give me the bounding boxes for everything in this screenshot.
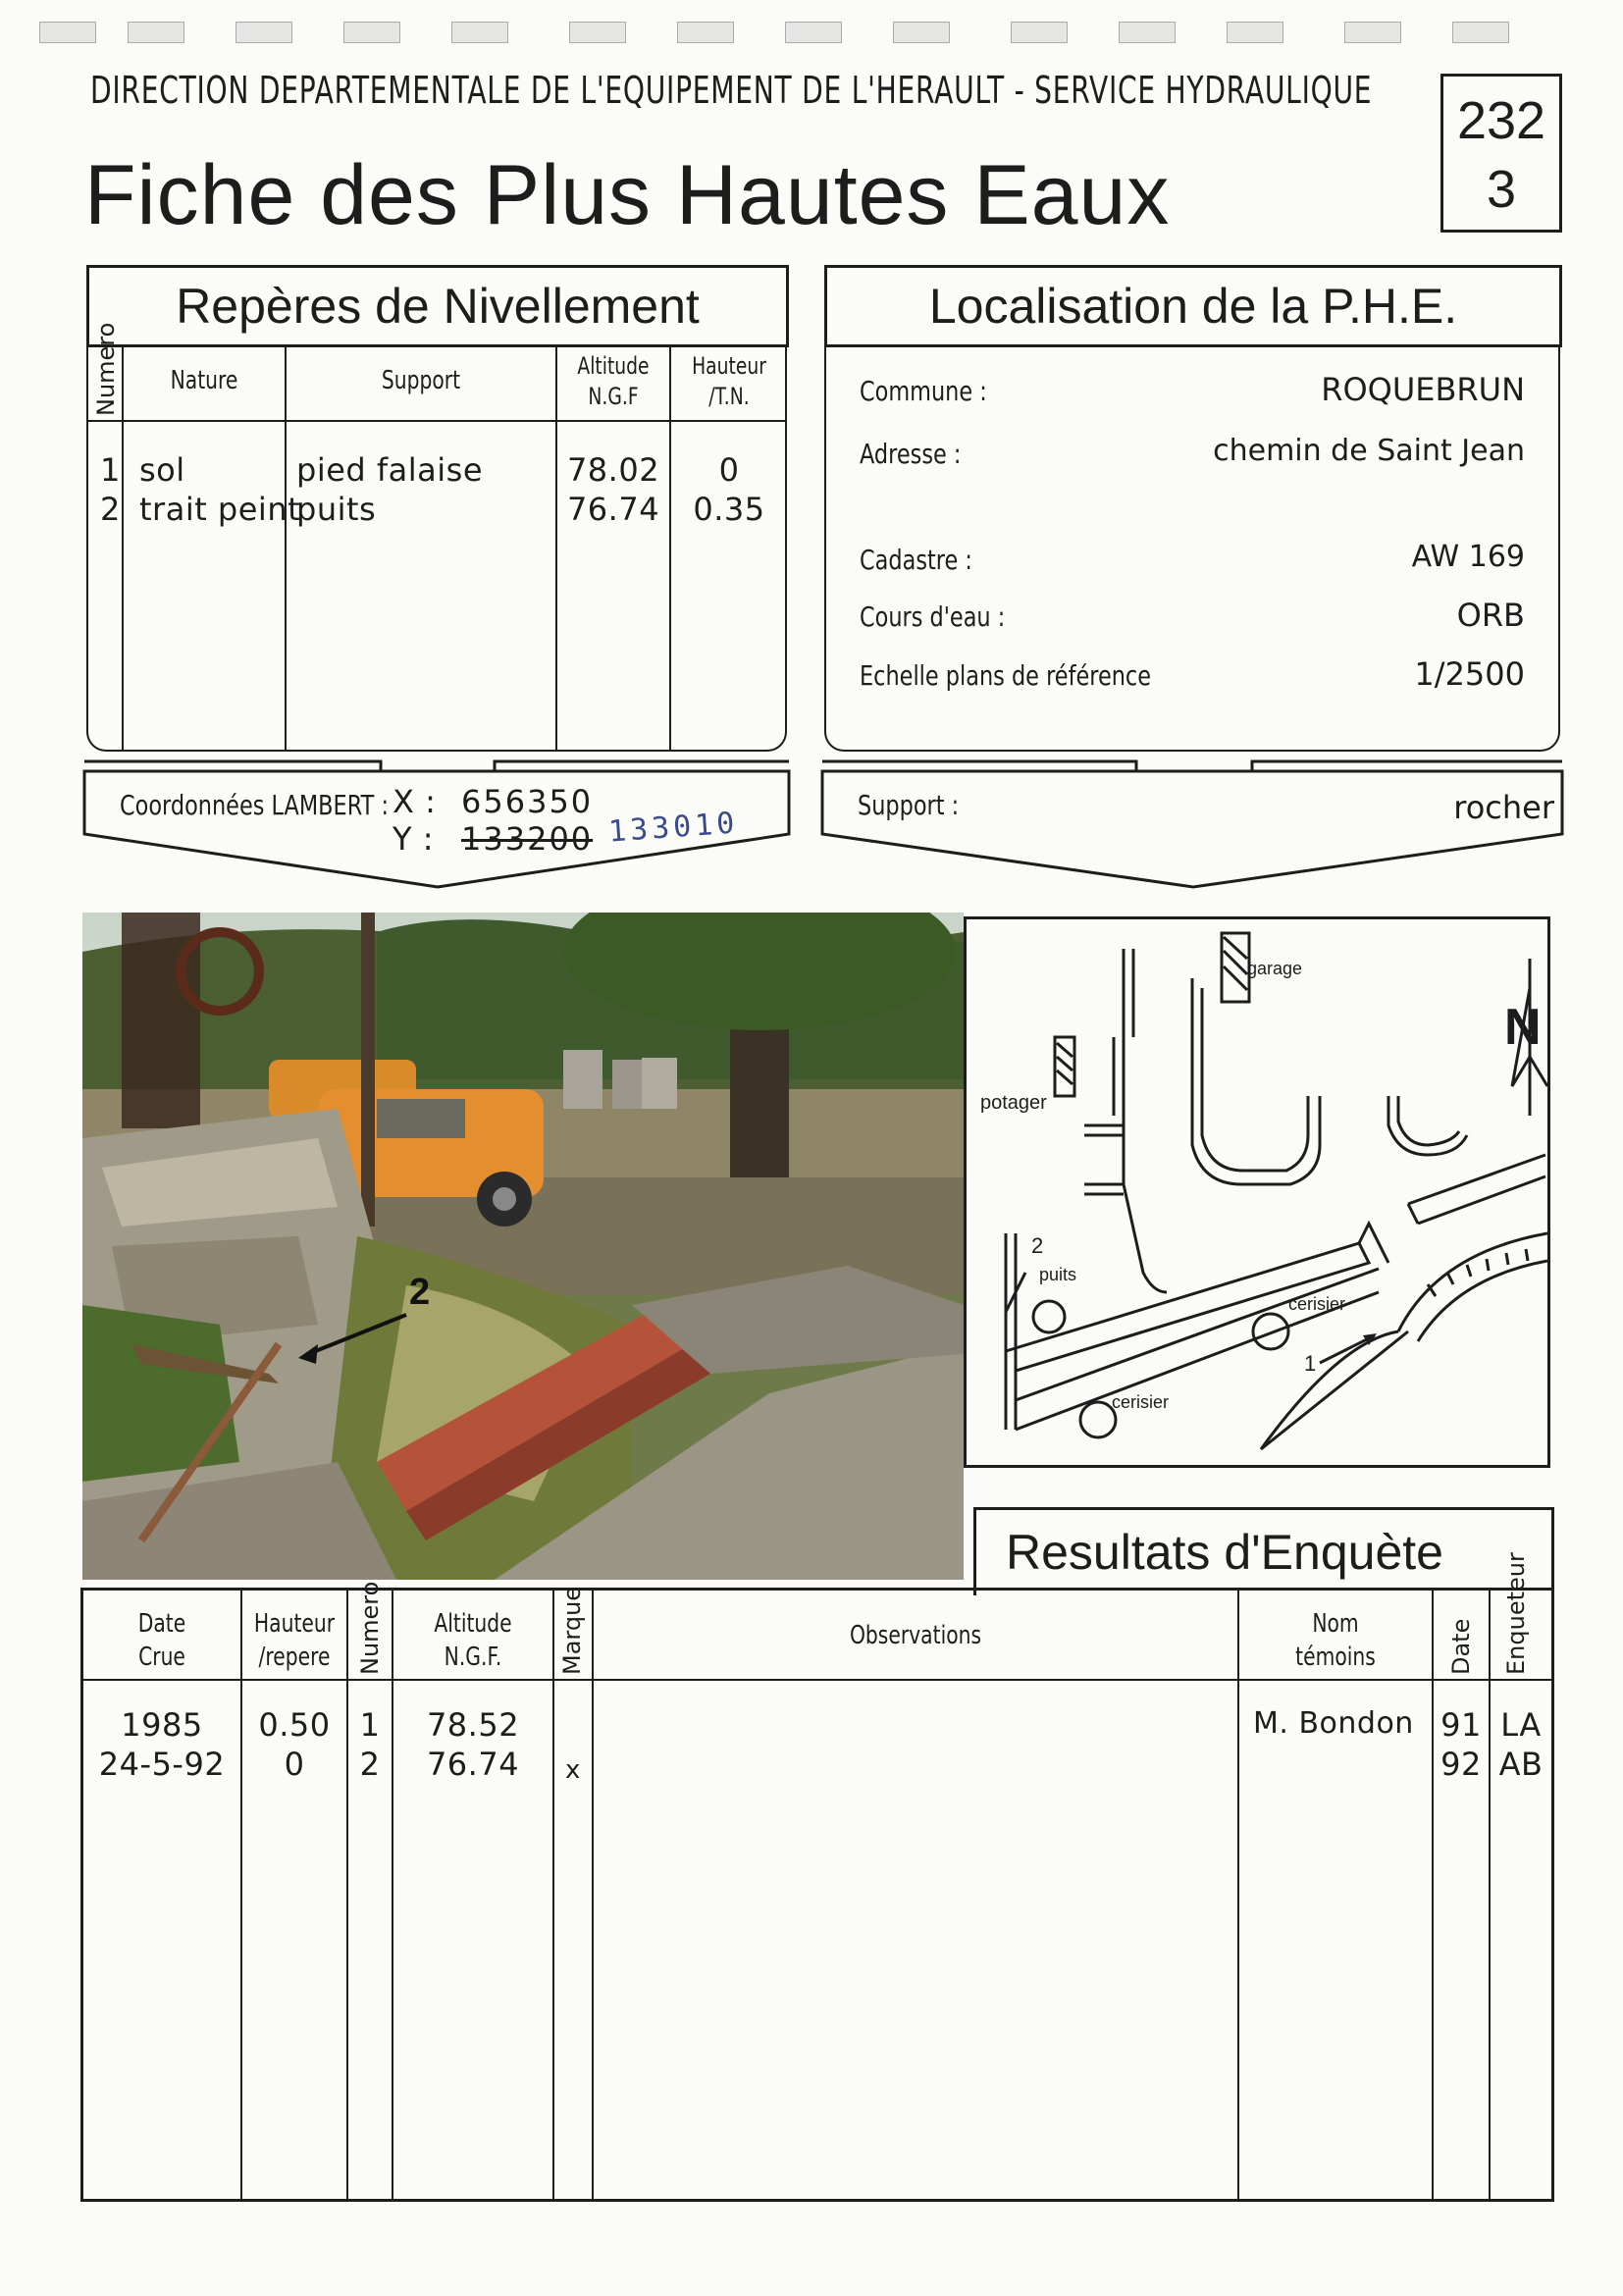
page-title: Fiche des Plus Hautes Eaux bbox=[84, 148, 1171, 242]
cadastre-value: AW 169 bbox=[1411, 540, 1525, 574]
site-photo bbox=[82, 913, 964, 1580]
row-hauteur: 0 bbox=[284, 1746, 305, 1783]
row-nature: sol bbox=[139, 451, 185, 489]
header-enqueteur: Enqueteur bbox=[1502, 1552, 1530, 1675]
reperes-title: Repères de Nivellement bbox=[176, 279, 700, 334]
row-altitude: 76.74 bbox=[426, 1746, 520, 1783]
localisation-title: Localisation de la P.H.E. bbox=[928, 279, 1458, 334]
binder-tabs bbox=[39, 22, 1570, 43]
header-marque: Marque bbox=[558, 1586, 586, 1675]
commune-label: Commune : bbox=[860, 375, 987, 407]
lambert-y-label: Y : bbox=[393, 820, 434, 858]
adresse-value: chemin de Saint Jean bbox=[1213, 434, 1525, 468]
header-support: Support bbox=[381, 366, 461, 395]
row-date: 92 bbox=[1440, 1746, 1482, 1783]
header-numero-result: Numero bbox=[356, 1581, 384, 1675]
plan-label-potager: potager bbox=[980, 1092, 1047, 1114]
support-value: rocher bbox=[1453, 789, 1554, 826]
header-hauteur-repere: Hauteur /repere bbox=[253, 1609, 336, 1672]
plan-drawing bbox=[967, 919, 1547, 1465]
site-plan bbox=[964, 916, 1550, 1468]
header-altitude: Altitude N.G.F bbox=[577, 352, 650, 411]
localisation-title-box bbox=[824, 265, 1562, 347]
row-support: puits bbox=[296, 491, 377, 528]
cadastre-label: Cadastre : bbox=[860, 544, 972, 576]
commune-value: ROQUEBRUN bbox=[1321, 371, 1525, 408]
row-numero: 2 bbox=[100, 491, 121, 528]
plan-label-cerisier-2: cerisier bbox=[1112, 1392, 1170, 1412]
row-altitude: 78.52 bbox=[426, 1706, 520, 1744]
row-numero: 2 bbox=[359, 1746, 381, 1783]
lambert-x-value: 656350 bbox=[461, 783, 594, 820]
header-altitude-result: Altitude N.G.F. bbox=[434, 1609, 512, 1672]
resultats-title: Resultats d'Enquète bbox=[1006, 1525, 1443, 1580]
row-numero: 1 bbox=[100, 451, 121, 489]
adresse-label: Adresse : bbox=[860, 438, 962, 470]
row-date-crue: 24-5-92 bbox=[98, 1746, 226, 1783]
row-date: 91 bbox=[1440, 1706, 1482, 1744]
plan-label-garage: garage bbox=[1247, 959, 1303, 978]
row-support: pied falaise bbox=[296, 451, 483, 489]
reperes-table bbox=[86, 322, 787, 752]
localisation-panel bbox=[824, 345, 1560, 752]
reference-box bbox=[1440, 74, 1562, 233]
agency-header: DIRECTION DEPARTEMENTALE DE L'EQUIPEMENT DE L'HERAULT - SERVICE HYDRAULIQUE bbox=[90, 69, 1373, 112]
row-hauteur: 0 bbox=[718, 451, 740, 489]
lambert-y-struck: 133200 bbox=[461, 820, 594, 858]
north-icon: N bbox=[1504, 999, 1542, 1056]
row-hauteur: 0.35 bbox=[693, 491, 765, 528]
plan-label-cerisier-1: cerisier bbox=[1288, 1294, 1346, 1314]
echelle-value: 1/2500 bbox=[1414, 655, 1525, 693]
row-numero: 1 bbox=[359, 1706, 381, 1744]
plan-marker-2: 2 bbox=[1031, 1233, 1044, 1258]
header-nom-temoins: Nom témoins bbox=[1295, 1609, 1376, 1672]
row-date-crue: 1985 bbox=[121, 1706, 203, 1744]
echelle-label: Echelle plans de référence bbox=[860, 659, 1152, 692]
plan-label-puits: puits bbox=[1039, 1265, 1077, 1284]
header-hauteur: Hauteur /T.N. bbox=[692, 352, 766, 411]
header-date: Date bbox=[1447, 1618, 1475, 1675]
resultats-title-box bbox=[973, 1507, 1554, 1595]
lambert-y-handwritten: 133010 bbox=[606, 806, 740, 850]
header-observations: Observations bbox=[849, 1621, 982, 1650]
row-altitude: 76.74 bbox=[566, 491, 660, 528]
lambert-x-label: X : bbox=[393, 783, 437, 820]
row-enqueteur: LA bbox=[1500, 1706, 1542, 1744]
row-hauteur: 0.50 bbox=[258, 1706, 331, 1744]
row-marque: x bbox=[565, 1755, 581, 1785]
row-altitude: 78.02 bbox=[566, 451, 660, 489]
photo-marker-2: 2 bbox=[409, 1272, 431, 1313]
cours-eau-value: ORB bbox=[1456, 597, 1525, 634]
header-numero: Numero bbox=[92, 322, 120, 416]
header-date-crue: Date Crue bbox=[137, 1609, 186, 1672]
row-enqueteur: AB bbox=[1498, 1746, 1544, 1783]
lambert-label: Coordonnées LAMBERT : bbox=[120, 789, 389, 821]
reperes-title-box bbox=[86, 265, 789, 347]
reference-number: 232 bbox=[1456, 91, 1546, 150]
plan-marker-1: 1 bbox=[1304, 1351, 1317, 1376]
support-label: Support : bbox=[858, 789, 960, 821]
photo-illustration bbox=[82, 913, 964, 1580]
cours-eau-label: Cours d'eau : bbox=[860, 600, 1006, 633]
header-nature: Nature bbox=[170, 366, 238, 395]
reference-sheet: 3 bbox=[1486, 160, 1517, 219]
row-nature: trait peint bbox=[139, 491, 301, 528]
row-nom: M. Bondon bbox=[1253, 1706, 1414, 1741]
